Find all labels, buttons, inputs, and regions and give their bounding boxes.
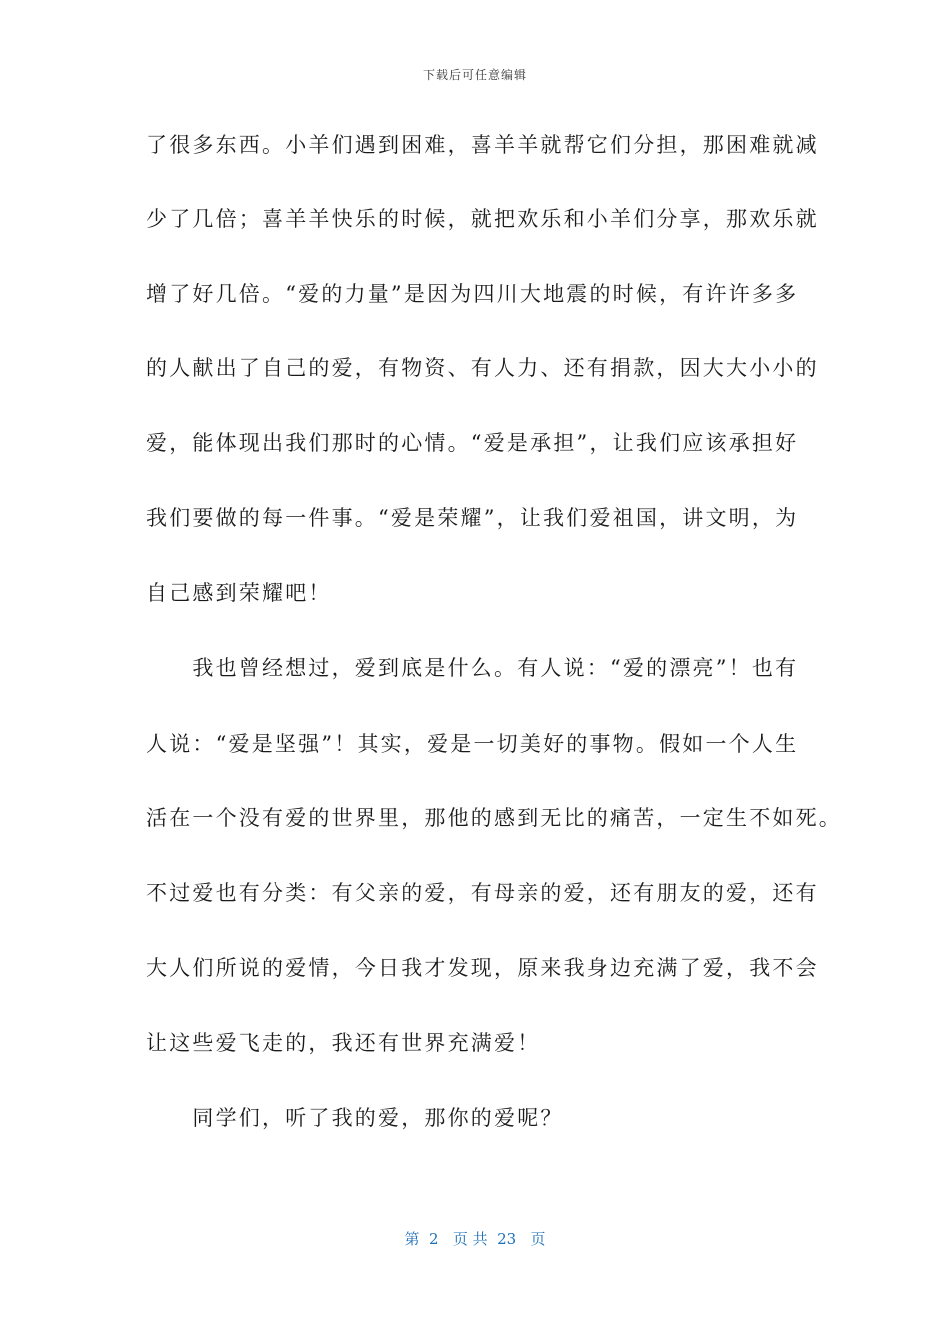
text-line: 少了几倍；喜羊羊快乐的时候，就把欢乐和小羊们分享，那欢乐就 xyxy=(146,207,819,231)
page-header: 下载后可任意编辑 xyxy=(422,68,527,82)
text-line: 爱，能体现出我们那时的心情。“爱是承担”，让我们应该承担好 xyxy=(146,431,799,455)
text-line: 我也曾经想过，爱到底是什么。有人说：“爱的漂亮”！也有 xyxy=(146,656,799,680)
text-line: 不过爱也有分类：有父亲的爱，有母亲的爱，还有朋友的爱，还有 xyxy=(146,881,819,905)
text-line: 大人们所说的爱情，今日我才发现，原来我身边充满了爱，我不会 xyxy=(146,956,819,980)
text-line: 的人献出了自己的爱，有物资、有人力、还有捐款，因大大小小的 xyxy=(146,356,819,380)
text-line: 我们要做的每一件事。“爱是荣耀”，让我们爱祖国，讲文明，为 xyxy=(146,506,799,530)
text-line: 增了好几倍。“爱的力量”是因为四川大地震的时候，有许许多多 xyxy=(146,282,799,306)
page-number-footer: 第 2 页 共 23 页 xyxy=(404,1230,546,1248)
text-line: 让这些爱飞走的，我还有世界充满爱！ xyxy=(146,1031,541,1055)
text-line: 自己感到荣耀吧！ xyxy=(146,581,332,605)
text-line: 了很多东西。小羊们遇到困难，喜羊羊就帮它们分担，那困难就减 xyxy=(146,133,819,157)
text-line: 活在一个没有爱的世界里，那他的感到无比的痛苦，一定生不如死。 xyxy=(146,806,842,830)
text-line: 人说：“爱是坚强”！其实，爱是一切美好的事物。假如一个人生 xyxy=(146,732,799,756)
text-line: 同学们，听了我的爱，那你的爱呢？ xyxy=(146,1106,564,1130)
